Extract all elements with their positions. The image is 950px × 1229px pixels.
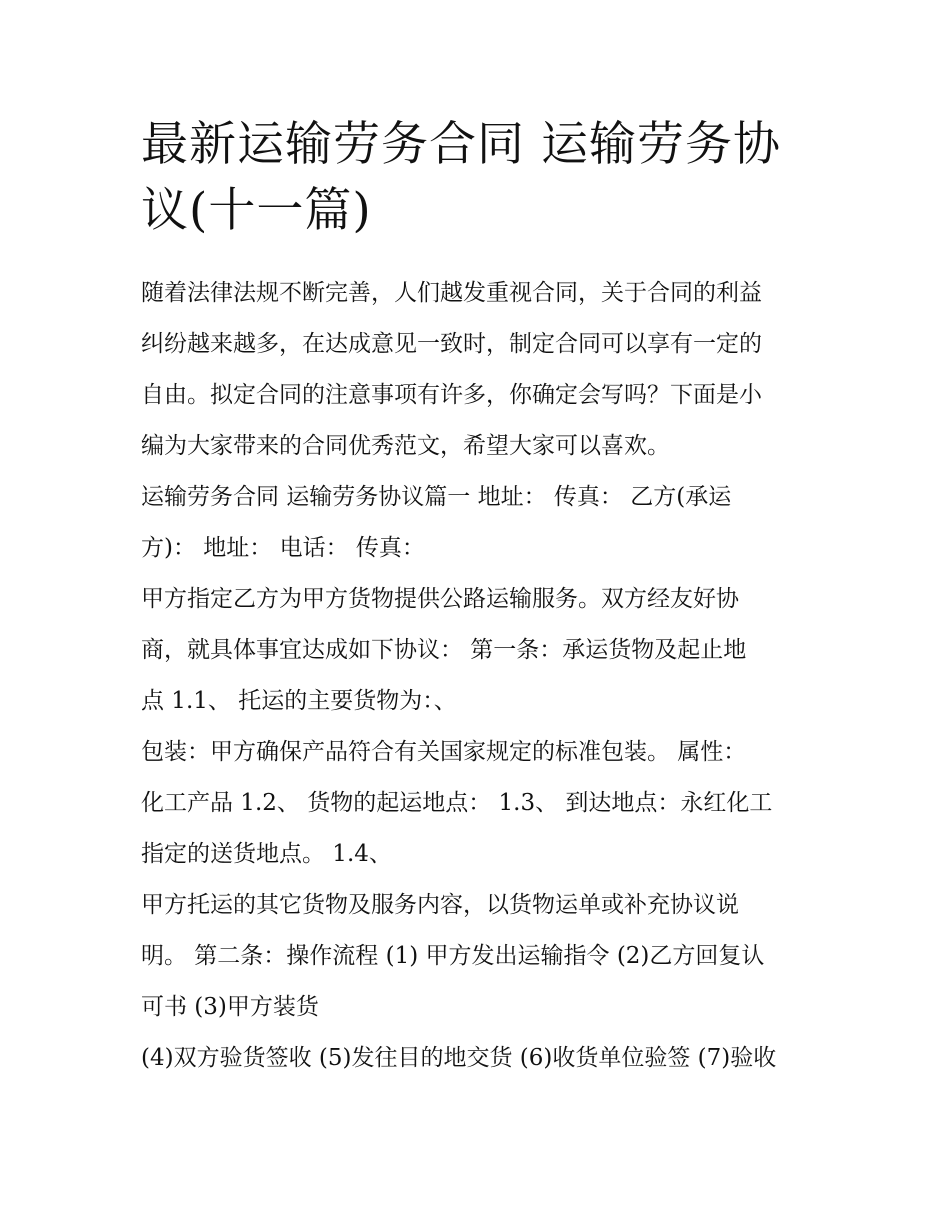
paragraph-process <box>141 1033 821 1084</box>
text-line: 随着法律法规不断完善，人们越发重视合同，关于合同的利益 <box>141 280 762 306</box>
text-line: 商，就具体事宜达成如下协议： 第一条：承运货物及起止地 <box>141 637 747 663</box>
text-line: 甲方托运的其它货物及服务内容，以货物运单或补充协议说 <box>141 892 739 918</box>
text-line: 点 1.1、 托运的主要货物为：、 <box>141 688 457 714</box>
paragraph-article-1 <box>141 574 821 727</box>
text-line: 包装：甲方确保产品符合有关国家规定的标准包装。 属性： <box>141 739 747 765</box>
title-line: 最新运输劳务合同 运输劳务协 <box>141 117 781 172</box>
text-line: 纠纷越来越多，在达成意见一致时，制定合同可以享有一定的 <box>141 331 762 357</box>
text-line: 化工产品 1.2、 货物的起运地点： 1.3、 到达地点：永红化工 <box>141 790 773 816</box>
text-line: 运输劳务合同 运输劳务协议篇一 地址： 传真： 乙方(承运 <box>141 484 732 510</box>
text-line: 自由。拟定合同的注意事项有许多，你确定会写吗？下面是小 <box>141 382 762 408</box>
paragraph-intro <box>141 268 821 472</box>
text-line: 明。 第二条：操作流程 (1) 甲方发出运输指令 (2)乙方回复认 <box>141 943 765 969</box>
text-line: 可书 (3)甲方装货 <box>141 994 319 1020</box>
text-line: 方)： 地址： 电话： 传真： <box>141 535 425 561</box>
document-title <box>141 112 821 244</box>
text-line: 编为大家带来的合同优秀范文，希望大家可以喜欢。 <box>141 433 670 459</box>
document-page <box>141 112 821 1084</box>
document-body <box>141 268 821 1084</box>
title-line: 议(十一篇) <box>141 183 372 238</box>
text-line: 指定的送货地点。 1.4、 <box>141 841 392 867</box>
text-line: 甲方指定乙方为甲方货物提供公路运输服务。双方经友好协 <box>141 586 739 612</box>
paragraph-parties <box>141 472 821 574</box>
text-line: (4)双方验货签收 (5)发往目的地交货 (6)收货单位验签 (7)验收 <box>141 1045 777 1071</box>
paragraph-packaging <box>141 727 821 880</box>
paragraph-article-2 <box>141 880 821 1033</box>
